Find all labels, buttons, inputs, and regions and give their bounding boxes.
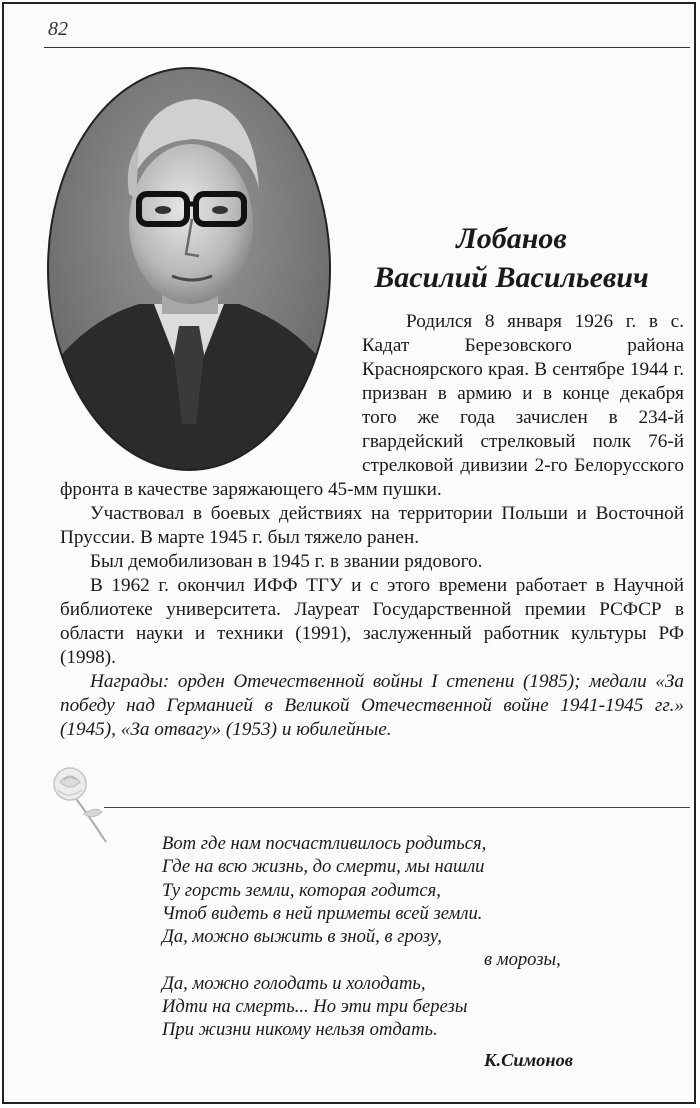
bio-paragraph: Был демобилизован в 1945 г. в звании рядового. bbox=[90, 551, 483, 572]
page-number: 82 bbox=[48, 18, 68, 40]
person-surname: Лобанов bbox=[456, 222, 567, 255]
person-given-names: Василий Васильевич bbox=[374, 261, 649, 294]
poem-line: Чтоб видеть в ней приметы всей земли. bbox=[162, 902, 483, 924]
poem-line: в морозы, bbox=[484, 949, 561, 971]
bio-paragraph: Участвовал в боевых действиях на территории Польши и Восточной Пруссии. В марте 1945 г. был тяжело ранен. bbox=[60, 503, 684, 548]
poem bbox=[162, 832, 582, 1042]
header-rule bbox=[44, 47, 690, 48]
page bbox=[2, 2, 696, 1104]
poem-line: Ту горсть земли, которая годится, bbox=[162, 879, 441, 901]
poem-author: К.Симонов bbox=[484, 1050, 573, 1070]
poem-line: Вот где нам посчастливилось родиться, bbox=[162, 833, 487, 854]
bio-paragraph: Родился 8 января 1926 г. в с. Кадат Березовского района Красноярского края. В сентябре 1944 г. призван в армию и в конце декабря того же года зачислен в 234-й гвардейский стрелковый полк 76-й стрелковой дивизии 2-го Белорусского фронта в качестве заряжающего 45-мм пушки. bbox=[60, 311, 684, 500]
section-divider bbox=[104, 807, 690, 808]
poem-line: Да, можно голодать и холодать, bbox=[162, 972, 426, 994]
poem-line: Где на всю жизнь, до смерти, мы нашли bbox=[162, 856, 485, 878]
biography bbox=[60, 310, 684, 742]
awards-paragraph: Награды: орден Отечественной войны I степени (1985); медали «За победу над Германией в Великой Отечественной войне 1941-1945 гг.» (1945), «За отвагу» (1953) и юбилейные. bbox=[60, 671, 684, 740]
poem-line: Идти на смерть... Но эти три березы bbox=[162, 996, 468, 1018]
poem-line: Да, можно выжить в зной, в грозу, bbox=[162, 926, 442, 948]
bio-paragraph: В 1962 г. окончил ИФФ ТГУ и с этого времени работает в Научной библиотеке университета. Лауреат Государственной премии РСФСР в области науки и техники (1991), заслуженный работник культуры РФ (1998). bbox=[60, 575, 684, 668]
portrait-spacer bbox=[60, 310, 362, 478]
rose-icon bbox=[44, 756, 114, 846]
poem-line: При жизни никому нельзя отдать. bbox=[162, 1019, 438, 1041]
